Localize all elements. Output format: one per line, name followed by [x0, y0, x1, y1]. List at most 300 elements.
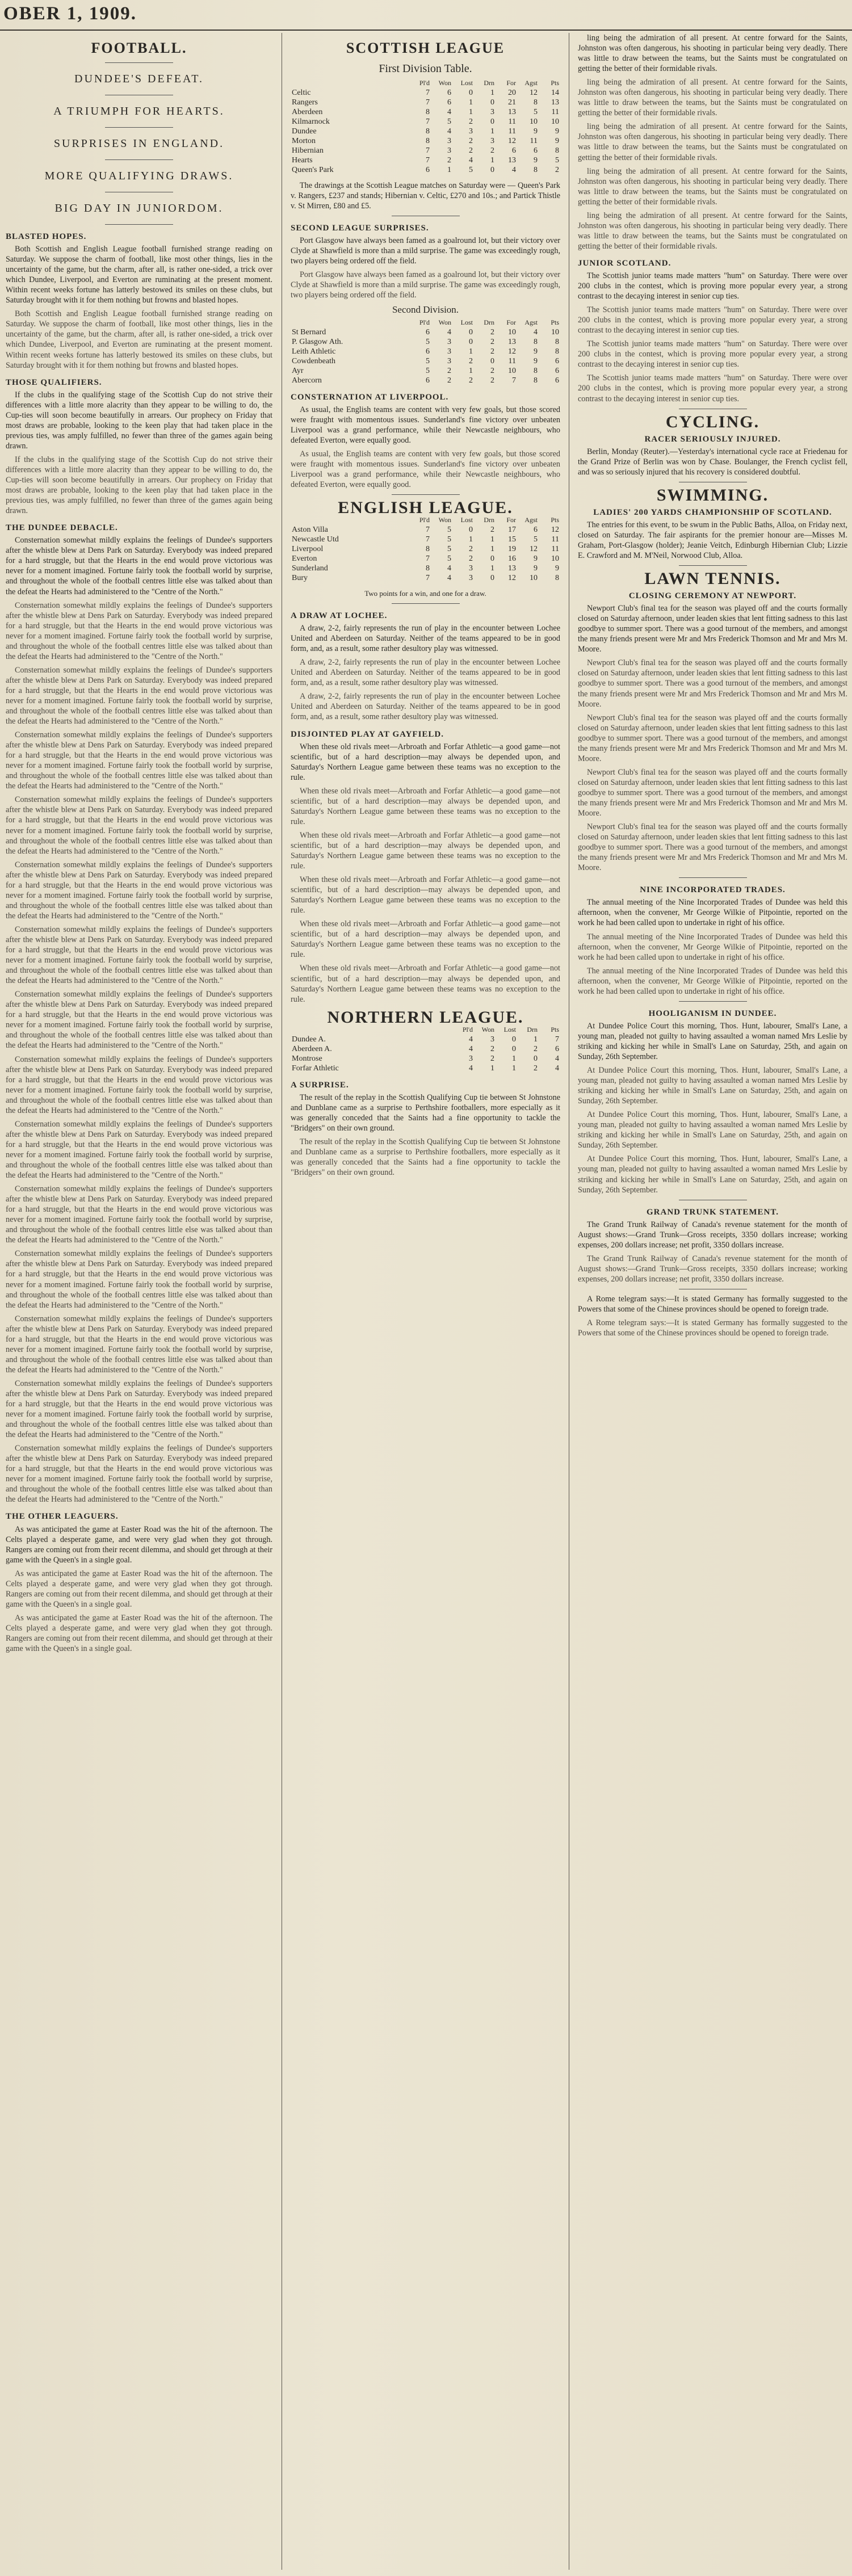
stat-cell: 12	[530, 544, 538, 553]
team-name-cell: Aberdeen	[292, 108, 323, 116]
article-paragraph-continued: ling being the admiration of all present. At centre forward for the Saints, Johnston was often dangerous, his shooting in particular being very deadly. There was little to draw between the teams, but the Saints must be congratulated on getting the better of their formidable rivals.	[578, 211, 847, 251]
team-name-cell: Rangers	[292, 98, 318, 107]
team-name-cell: Dundee	[292, 127, 317, 136]
stat-cell: 3	[490, 1035, 494, 1044]
table-header-row	[291, 515, 560, 525]
stat-cell: 4	[555, 1054, 559, 1063]
stat-cell: 12	[508, 137, 516, 145]
stat-cell: 1	[469, 108, 473, 116]
stat-cell: 7	[426, 156, 430, 165]
article-paragraph: ling being the admiration of all present. At centre forward for the Saints, Johnston was often dangerous, his shooting in particular being very deadly. There was little to draw between the teams, but the Saints must be congratulated on getting the better of their formidable rivals.	[578, 33, 847, 74]
table-row	[291, 156, 560, 165]
stat-cell: 0	[512, 1035, 516, 1044]
stat-cell: 1	[512, 1054, 516, 1063]
stat-cell: 7	[426, 535, 430, 544]
northern-league-title: NORTHERN LEAGUE.	[327, 1007, 524, 1027]
team-name-cell: Ayr	[292, 366, 304, 375]
table-row	[291, 554, 560, 564]
table-row	[291, 376, 560, 385]
table-header-cell: Drn	[484, 515, 494, 524]
stat-cell: 7	[426, 554, 430, 563]
article-paragraph: The Grand Trunk Railway of Canada's revenue statement for the month of August shows:—Grand Trunk—Gross receipts, 3350 dollars increase; working expenses, 200 dollars increase; net profit, 3350 dollars increase.	[578, 1220, 847, 1250]
stat-cell: 8	[534, 98, 538, 107]
table-header-cell: Agst	[524, 79, 538, 87]
stat-cell: 1	[490, 1064, 494, 1073]
stat-cell: 1	[490, 535, 494, 544]
stat-cell: 10	[551, 554, 559, 563]
article-paragraph-continued: At Dundee Police Court this morning, Thos. Hunt, labourer, Small's Lane, a young man, pleaded not guilty to having assaulted a woman named Mrs Leslie by striking and kicking her while in Small's Lane on Saturday, 25th, and again on Sunday, 26th September.	[578, 1110, 847, 1150]
stat-cell: 10	[530, 117, 538, 126]
table-header-cell: Won	[438, 79, 451, 87]
stat-cell: 8	[426, 137, 430, 145]
stat-cell: 9	[534, 564, 538, 573]
article-paragraph-continued: The result of the replay in the Scottish Qualifying Cup tie between St Johnstone and Dunblane came as a surprise to Perthshire footballers, more especially as it was generally conceded that the Saints had a fine opportunity to tackle the "Bridgers" on their own ground.	[291, 1137, 560, 1178]
team-name-cell: Sunderland	[292, 564, 328, 573]
stat-cell: 8	[426, 127, 430, 136]
section-title: GRAND TRUNK STATEMENT.	[647, 1207, 779, 1217]
article-paragraph-continued: ling being the admiration of all present. At centre forward for the Saints, Johnston was often dangerous, his shooting in particular being very deadly. There was little to draw between the teams, but the Saints must be congratulated on getting the better of their formidable rivals.	[578, 122, 847, 162]
table-row	[291, 88, 560, 98]
stat-cell: 9	[534, 127, 538, 136]
stat-cell: 1	[469, 366, 473, 375]
stat-cell: 3	[469, 127, 473, 136]
stat-cell: 2	[490, 327, 494, 337]
english-league-table	[291, 515, 560, 583]
article-paragraph: Berlin, Monday (Reuter).—Yesterday's international cycle race at Friedenau for the Grand Prize of Berlin was won by Chase. Boulanger, the French cyclist fell, and was so seriously injured that his recovery is considered doubtful.	[578, 447, 847, 477]
article-paragraph-continued: ling being the admiration of all present. At centre forward for the Saints, Johnston was often dangerous, his shooting in particular being very deadly. There was little to draw between the teams, but the Saints must be congratulated on getting the better of their formidable rivals.	[578, 166, 847, 207]
article-paragraph-continued: As was anticipated the game at Easter Road was the hit of the afternoon. The Celts played a desperate game, and were very glad when they got through. Rangers are coming out from their recent dilemma, and should get through at their game with the Queen's in a single goal.	[6, 1613, 272, 1654]
stat-cell: 1	[469, 347, 473, 356]
article-paragraph-continued: If the clubs in the qualifying stage of the Scottish Cup do not strive their differences with a little more alacrity than they appear to be willing to do, the Cup-ties will soon become beautifully in arrears. Our prophecy on Friday that most draws are probable, looking to the keen play that had taken place in the previous ties, was amply fulfilled, no fewer than three of the games again being drawn.	[6, 455, 272, 516]
stat-cell: 12	[508, 347, 516, 356]
stat-cell: 12	[551, 525, 559, 534]
stat-cell: 8	[555, 146, 559, 155]
team-name-cell: Celtic	[292, 89, 311, 97]
stat-cell: 1	[490, 127, 494, 136]
stat-cell: 11	[508, 356, 516, 365]
swimming-heading: SWIMMING.	[656, 485, 769, 505]
stat-cell: 1	[512, 1064, 516, 1073]
stat-cell: 0	[490, 98, 494, 107]
table-row	[291, 544, 560, 554]
stat-cell: 4	[447, 327, 451, 337]
article-paragraph-continued: Newport Club's final tea for the season was played off and the courts formally closed on Saturday afternoon, under leaden skies that lent fitting sadness to this last goodbye to summer sport. There was a good turnout of the members, and amongst the many friends present were Mr and Mrs Frederick Thomson and Mr and Mrs M. Moore.	[578, 767, 847, 818]
article-paragraph-continued: When these old rivals meet—Arbroath and Forfar Athletic—a good game—not scientific, but of a hard description—may always be depended upon, and Saturday's Northern League game between these teams was no exception to the rule.	[291, 786, 560, 826]
stat-cell: 9	[555, 564, 559, 573]
stat-cell: 3	[447, 146, 451, 155]
stat-cell: 7	[426, 573, 430, 582]
article-paragraph: When these old rivals meet—Arbroath and Forfar Athletic—a good game—not scientific, but of a hard description—may always be depended upon, and Saturday's Northern League game between these teams was no exception to the rule.	[291, 742, 560, 782]
stat-cell: 3	[447, 347, 451, 356]
stat-cell: 2	[469, 146, 473, 155]
divider	[679, 1001, 747, 1002]
stat-cell: 1	[469, 98, 473, 107]
stat-cell: 13	[508, 108, 516, 116]
section-title: RACER SERIOUSLY INJURED.	[644, 434, 781, 444]
stat-cell: 10	[551, 327, 559, 337]
article-paragraph-continued: At Dundee Police Court this morning, Thos. Hunt, labourer, Small's Lane, a young man, pleaded not guilty to having assaulted a woman named Mrs Leslie by striking and kicking her while in Small's Lane on Saturday, 25th, and again on Sunday, 26th September.	[578, 1154, 847, 1195]
masthead	[0, 0, 852, 31]
team-name-cell: Kilmarnock	[292, 117, 330, 126]
stat-cell: 6	[555, 1044, 559, 1053]
stat-cell: 8	[555, 347, 559, 356]
column-2	[291, 33, 560, 2570]
table-row	[291, 146, 560, 156]
stat-cell: 5	[534, 108, 538, 116]
football-heading: FOOTBALL.	[91, 40, 187, 56]
table-header-cell	[291, 318, 409, 327]
stat-cell: 8	[534, 366, 538, 375]
stat-cell: 13	[551, 98, 559, 107]
stat-cell: 6	[447, 98, 451, 107]
divider	[679, 565, 747, 566]
scottish-league-title: SCOTTISH LEAGUE	[346, 40, 505, 56]
stat-cell: 2	[490, 366, 494, 375]
stat-cell: 1	[490, 564, 494, 573]
table-header-cell: Lost	[460, 515, 473, 524]
article-paragraph-continued: The Scottish junior teams made matters "hum" on Saturday. There were over 200 clubs in the contest, which is proving more popular every year, a strong contrast to the decaying interest in senior cup ties.	[578, 305, 847, 335]
stat-cell: 0	[490, 573, 494, 582]
table-header-cell: Won	[438, 318, 451, 326]
article-paragraph: As usual, the English teams are content with very few goals, but those scored were fraught with momentous issues. Sunderland's fine victory over unbeaten Liverpool was a grand performance, while their Newcastle neighbours, who defeated Everton, were equally good.	[291, 405, 560, 445]
stat-cell: 21	[508, 98, 516, 107]
stat-cell: 3	[490, 108, 494, 116]
stat-cell: 5	[534, 535, 538, 544]
table-header-cell: Drn	[484, 79, 494, 87]
article-paragraph-continued: The annual meeting of the Nine Incorporated Trades of Dundee was held this afternoon, when the convener, Mr George Wilkie of Pitpointie, reported on the work he had been called upon to undertake in right of his office.	[578, 932, 847, 962]
article-paragraph-continued: Consternation somewhat mildly explains the feelings of Dundee's supporters after the whistle blew at Dens Park on Saturday. Everybody was indeed prepared for a hard struggle, but that the Hearts in the end would prove victorious was never for a moment imagined. Fortune fairly took the football world by surprise, and throughout the whole of the football centres little else was talked about than the defeat the Hearts had administered to the "Centre of the North."	[6, 730, 272, 791]
table-row	[291, 535, 560, 544]
masthead-date: OBER 1, 1909.	[3, 3, 137, 24]
team-name-cell: St Bernard	[292, 327, 326, 337]
stat-cell: 6	[447, 89, 451, 97]
stat-cell: 2	[490, 146, 494, 155]
section-title: HOOLIGANISM IN DUNDEE.	[648, 1008, 777, 1018]
stat-cell: 5	[426, 337, 430, 346]
article-paragraph-continued: The Scottish junior teams made matters "hum" on Saturday. There were over 200 clubs in the contest, which is proving more popular every year, a strong contrast to the decaying interest in senior cup ties.	[578, 339, 847, 369]
section-title: SECOND LEAGUE SURPRISES.	[291, 224, 429, 233]
second-division-table	[291, 318, 560, 385]
article-paragraph-continued: Consternation somewhat mildly explains the feelings of Dundee's supporters after the whistle blew at Dens Park on Saturday. Everybody was indeed prepared for a hard struggle, but that the Hearts in the end would prove victorious was never for a moment imagined. Fortune fairly took the football world by surprise, and throughout the whole of the football centres little else was talked about than the defeat the Hearts had administered to the "Centre of the North."	[6, 665, 272, 726]
stat-cell: 0	[512, 1044, 516, 1053]
article-paragraph: Consternation somewhat mildly explains the feelings of Dundee's supporters after the whistle blew at Dens Park on Saturday. Everybody was indeed prepared for a hard struggle, but that the Hearts in the end would prove victorious was never for a moment imagined. Fortune fairly took the football world by surprise, and throughout the whole of the football centres little else was talked about than the defeat the Hearts had administered to the "Centre of the North."	[6, 536, 272, 596]
stat-cell: 5	[447, 117, 451, 126]
table-row	[291, 1035, 560, 1044]
stat-cell: 0	[469, 89, 473, 97]
table-row	[291, 1054, 560, 1064]
stat-cell: 4	[469, 1035, 473, 1044]
stat-cell: 2	[490, 376, 494, 385]
table-header-cell: For	[506, 318, 516, 326]
stat-cell: 3	[469, 1054, 473, 1063]
article-paragraph-continued: ling being the admiration of all present. At centre forward for the Saints, Johnston was often dangerous, his shooting in particular being very deadly. There was little to draw between the teams, but the Saints must be congratulated on getting the better of their formidable rivals.	[578, 78, 847, 118]
team-name-cell: Aberdeen A.	[292, 1044, 332, 1053]
article-paragraph: The annual meeting of the Nine Incorporated Trades of Dundee was held this afternoon, when the convener, Mr George Wilkie of Pitpointie, reported on the work he had been called upon to undertake in right of his office.	[578, 898, 847, 928]
stat-cell: 0	[469, 337, 473, 346]
stat-cell: 7	[426, 525, 430, 534]
stat-cell: 2	[490, 347, 494, 356]
divider	[105, 159, 173, 160]
stat-cell: 4	[447, 108, 451, 116]
stat-cell: 2	[490, 337, 494, 346]
english-league-title: ENGLISH LEAGUE.	[338, 498, 513, 517]
stat-cell: 2	[534, 1064, 538, 1073]
table-row	[291, 347, 560, 356]
article-paragraph-continued: The annual meeting of the Nine Incorporated Trades of Dundee was held this afternoon, when the convener, Mr George Wilkie of Pitpointie, reported on the work he had been called upon to undertake in right of his office.	[578, 966, 847, 996]
table-header-cell: Won	[481, 1025, 494, 1033]
section-title: LADIES' 200 YARDS CHAMPIONSHIP OF SCOTLAND.	[593, 507, 832, 517]
table-row	[291, 573, 560, 583]
column-3	[578, 33, 847, 2570]
article-paragraph-continued: Both Scottish and English League football furnished strange reading on Saturday. We suppose the charm of football, like most other things, lies in the uncertainty of the game, but the charm, after all, is rather one-sided, a trick over which Dundee, Liverpool, and Everton are ruminating at the present moment. Within recent weeks fortune has latterly bestowed its smiles on these clubs, but Saturday brought with it for them nothing but frowns and blasted hopes.	[6, 309, 272, 370]
team-name-cell: Aston Villa	[292, 525, 328, 534]
team-name-cell: Cowdenbeath	[292, 356, 335, 365]
stat-cell: 8	[426, 544, 430, 553]
stat-cell: 7	[512, 376, 516, 385]
stat-cell: 3	[447, 337, 451, 346]
team-name-cell: P. Glasgow Ath.	[292, 337, 343, 346]
article-paragraph-continued: A draw, 2-2, fairly represents the run of play in the encounter between Lochee United and Aberdeen on Saturday. Neither of the teams appeared to be in good form, and, as a result, some rather desultory play was witnessed.	[291, 692, 560, 722]
table-header-cell: Pts	[551, 318, 559, 326]
stat-cell: 2	[555, 166, 559, 174]
section-title: BLASTED HOPES.	[6, 232, 87, 241]
stat-cell: 9	[534, 156, 538, 165]
second-division-title: Second Division.	[392, 304, 459, 316]
team-name-cell: Leith Athletic	[292, 347, 336, 356]
stat-cell: 4	[447, 573, 451, 582]
article-paragraph: The Scottish junior teams made matters "hum" on Saturday. There were over 200 clubs in the contest, which is proving more popular every year, a strong contrast to the decaying interest in senior cup ties.	[578, 271, 847, 301]
stat-cell: 20	[508, 89, 516, 97]
stat-cell: 7	[426, 98, 430, 107]
stat-cell: 0	[490, 554, 494, 563]
stat-cell: 1	[447, 166, 451, 174]
article-paragraph: A draw, 2-2, fairly represents the run of play in the encounter between Lochee United and Aberdeen on Saturday. Neither of the teams appeared to be in good form, and, as a result, some rather desultory play was witnessed.	[291, 624, 560, 654]
points-note: Two points for a win, and one for a draw.	[364, 589, 486, 598]
article-paragraph-continued: The Grand Trunk Railway of Canada's revenue statement for the month of August shows:—Grand Trunk—Gross receipts, 3350 dollars increase; working expenses, 200 dollars increase; net profit, 3350 dollars increase.	[578, 1254, 847, 1284]
table-header-cell: Agst	[524, 318, 538, 326]
stat-cell: 12	[530, 89, 538, 97]
stat-cell: 8	[534, 376, 538, 385]
team-name-cell: Newcastle Utd	[292, 535, 339, 544]
article-paragraph: As was anticipated the game at Easter Road was the hit of the afternoon. The Celts played a desperate game, and were very glad when they got through. Rangers are coming out from their recent dilemma, and should get through at their game with the Queen's in a single goal.	[6, 1524, 272, 1565]
stat-cell: 12	[508, 573, 516, 582]
stat-cell: 17	[508, 525, 516, 534]
team-name-cell: Dundee A.	[292, 1035, 326, 1044]
article-paragraph-continued: As usual, the English teams are content with very few goals, but those scored were fraught with momentous issues. Sunderland's fine victory over unbeaten Liverpool was a grand performance, while their Newcastle neighbours, who defeated Everton, were equally good.	[291, 449, 560, 489]
stat-cell: 13	[508, 337, 516, 346]
article-paragraph-continued: Consternation somewhat mildly explains the feelings of Dundee's supporters after the whistle blew at Dens Park on Saturday. Everybody was indeed prepared for a hard struggle, but that the Hearts in the end would prove victorious was never for a moment imagined. Fortune fairly took the football world by surprise, and throughout the whole of the football centres little else was talked about than the defeat the Hearts had administered to the "Centre of the North."	[6, 860, 272, 921]
table-row	[291, 525, 560, 535]
article-paragraph: Newport Club's final tea for the season was played off and the courts formally closed on Saturday afternoon, under leaden skies that lent fitting sadness to this last goodbye to summer sport. There was a good turnout of the members, and amongst the many friends present were Mr and Mrs Frederick Thomson and Mr and Mrs M. Moore.	[578, 604, 847, 654]
article-paragraph-continued: Consternation somewhat mildly explains the feelings of Dundee's supporters after the whistle blew at Dens Park on Saturday. Everybody was indeed prepared for a hard struggle, but that the Hearts in the end would prove victorious was never for a moment imagined. Fortune fairly took the football world by surprise, and throughout the whole of the football centres little else was talked about than the defeat the Hearts had administered to the "Centre of the North."	[6, 1184, 272, 1245]
stat-cell: 2	[447, 156, 451, 165]
table-header-cell: Pl'd	[462, 1025, 473, 1033]
article-paragraph-continued: Consternation somewhat mildly explains the feelings of Dundee's supporters after the whistle blew at Dens Park on Saturday. Everybody was indeed prepared for a hard struggle, but that the Hearts in the end would prove victorious was never for a moment imagined. Fortune fairly took the football world by surprise, and throughout the whole of the football centres little else was talked about than the defeat the Hearts had administered to the "Centre of the North."	[6, 1444, 272, 1505]
article-paragraph: A Rome telegram says:—It is stated Germany has formally suggested to the Powers that some of the Chinese provinces should be opened to foreign trade.	[578, 1294, 847, 1314]
stat-cell: 3	[469, 573, 473, 582]
table-header-row	[291, 78, 560, 88]
article-paragraph-continued: Consternation somewhat mildly explains the feelings of Dundee's supporters after the whistle blew at Dens Park on Saturday. Everybody was indeed prepared for a hard struggle, but that the Hearts in the end would prove victorious was never for a moment imagined. Fortune fairly took the football world by surprise, and throughout the whole of the football centres little else was talked about than the defeat the Hearts had administered to the "Centre of the North."	[6, 1314, 272, 1375]
table-header-cell: For	[506, 515, 516, 524]
article-paragraph-continued: A Rome telegram says:—It is stated Germany has formally suggested to the Powers that some of the Chinese provinces should be opened to foreign trade.	[578, 1318, 847, 1338]
table-row	[291, 327, 560, 337]
table-row	[291, 165, 560, 175]
stat-cell: 1	[490, 89, 494, 97]
section-title: CONSTERNATION AT LIVERPOOL.	[291, 392, 449, 402]
article-paragraph-continued: A draw, 2-2, fairly represents the run of play in the encounter between Lochee United and Aberdeen on Saturday. Neither of the teams appeared to be in good form, and, as a result, some rather desultory play was witnessed.	[291, 658, 560, 688]
stat-cell: 11	[551, 535, 559, 544]
stat-cell: 0	[490, 117, 494, 126]
stat-cell: 6	[426, 347, 430, 356]
article-paragraph-continued: The Scottish junior teams made matters "hum" on Saturday. There were over 200 clubs in the contest, which is proving more popular every year, a strong contrast to the decaying interest in senior cup ties.	[578, 373, 847, 404]
article-paragraph-continued: Consternation somewhat mildly explains the feelings of Dundee's supporters after the whistle blew at Dens Park on Saturday. Everybody was indeed prepared for a hard struggle, but that the Hearts in the end would prove victorious was never for a moment imagined. Fortune fairly took the football world by surprise, and throughout the whole of the football centres little else was talked about than the defeat the Hearts had administered to the "Centre of the North."	[6, 795, 272, 856]
stat-cell: 7	[426, 117, 430, 126]
table-header-cell	[291, 78, 409, 88]
stat-cell: 10	[508, 327, 516, 337]
stat-cell: 5	[447, 554, 451, 563]
stat-cell: 19	[508, 544, 516, 553]
section-title: THOSE QUALIFIERS.	[6, 377, 102, 387]
stat-cell: 1	[469, 535, 473, 544]
stat-cell: 2	[469, 137, 473, 145]
stat-cell: 3	[469, 564, 473, 573]
stat-cell: 1	[490, 156, 494, 165]
table-header-cell: Won	[438, 515, 451, 524]
stat-cell: 6	[534, 525, 538, 534]
article-paragraph-continued: Consternation somewhat mildly explains the feelings of Dundee's supporters after the whistle blew at Dens Park on Saturday. Everybody was indeed prepared for a hard struggle, but that the Hearts in the end would prove victorious was never for a moment imagined. Fortune fairly took the football world by surprise, and throughout the whole of the football centres little else was talked about than the defeat the Hearts had administered to the "Centre of the North."	[6, 1249, 272, 1310]
article-paragraph-continued: Consternation somewhat mildly explains the feelings of Dundee's supporters after the whistle blew at Dens Park on Saturday. Everybody was indeed prepared for a hard struggle, but that the Hearts in the end would prove victorious was never for a moment imagined. Fortune fairly took the football world by surprise, and throughout the whole of the football centres little else was talked about than the defeat the Hearts had administered to the "Centre of the North."	[6, 1379, 272, 1440]
article-paragraph-continued: At Dundee Police Court this morning, Thos. Hunt, labourer, Small's Lane, a young man, pleaded not guilty to having assaulted a woman named Mrs Leslie by striking and kicking her while in Small's Lane on Saturday, 25th, and again on Sunday, 26th September.	[578, 1066, 847, 1106]
table-header-cell: Agst	[524, 515, 538, 524]
article-paragraph-continued: Newport Club's final tea for the season was played off and the courts formally closed on Saturday afternoon, under leaden skies that lent fitting sadness to this last goodbye to summer sport. There was a good turnout of the members, and amongst the many friends present were Mr and Mrs Frederick Thomson and Mr and Mrs M. Moore.	[578, 713, 847, 763]
stat-cell: 7	[426, 146, 430, 155]
stat-cell: 11	[551, 108, 559, 116]
stat-cell: 3	[447, 356, 451, 365]
stat-cell: 0	[490, 356, 494, 365]
divider	[392, 494, 460, 495]
stat-cell: 0	[469, 525, 473, 534]
stat-cell: 8	[534, 337, 538, 346]
column-1	[6, 33, 272, 2570]
subheading-hearts: A TRIUMPH FOR HEARTS.	[53, 105, 225, 117]
table-header-cell: Lost	[503, 1025, 516, 1033]
article-paragraph-continued: Consternation somewhat mildly explains the feelings of Dundee's supporters after the whistle blew at Dens Park on Saturday. Everybody was indeed prepared for a hard struggle, but that the Hearts in the end would prove victorious was never for a moment imagined. Fortune fairly took the football world by surprise, and throughout the whole of the football centres little else was talked about than the defeat the Hearts had administered to the "Centre of the North."	[6, 1054, 272, 1115]
lawn-tennis-heading: LAWN TENNIS.	[644, 569, 781, 589]
divider	[105, 127, 173, 128]
stat-cell: 6	[534, 146, 538, 155]
table-row	[291, 337, 560, 347]
article-paragraph-continued: When these old rivals meet—Arbroath and Forfar Athletic—a good game—not scientific, but of a hard description—may always be depended upon, and Saturday's Northern League game between these teams was no exception to the rule.	[291, 875, 560, 915]
section-title: CLOSING CEREMONY AT NEWPORT.	[628, 591, 797, 601]
stat-cell: 7	[555, 1035, 559, 1044]
table-header-cell: Drn	[484, 318, 494, 326]
stat-cell: 6	[555, 356, 559, 365]
stat-cell: 2	[534, 1044, 538, 1053]
divider	[105, 62, 173, 63]
stat-cell: 6	[555, 376, 559, 385]
article-paragraph-continued: Consternation somewhat mildly explains the feelings of Dundee's supporters after the whistle blew at Dens Park on Saturday. Everybody was indeed prepared for a hard struggle, but that the Hearts in the end would prove victorious was never for a moment imagined. Fortune fairly took the football world by surprise, and throughout the whole of the football centres little else was talked about than the defeat the Hearts had administered to the "Centre of the North."	[6, 600, 272, 661]
team-name-cell: Liverpool	[292, 544, 324, 553]
article-paragraph: The drawings at the Scottish League matches on Saturday were — Queen's Park v. Rangers, £237 and stands; Hibernian v. Celtic, £270 and 10s.; and Partick Thistle v. St Mirren, £80 and £5.	[291, 181, 560, 211]
stat-cell: 15	[508, 535, 516, 544]
stat-cell: 5	[447, 525, 451, 534]
stat-cell: 5	[426, 356, 430, 365]
stat-cell: 4	[555, 1064, 559, 1073]
stat-cell: 5	[469, 166, 473, 174]
table-header-cell: Pts	[551, 79, 559, 87]
article-paragraph: Both Scottish and English League football furnished strange reading on Saturday. We suppose the charm of football, like most other things, lies in the uncertainty of the game, but the charm, after all, is rather one-sided, a trick over which Dundee, Liverpool, and Everton are ruminating at the present moment. Within recent weeks fortune has latterly bestowed its smiles on these clubs, but Saturday brought with it for them nothing but frowns and blasted hopes.	[6, 245, 272, 305]
stat-cell: 1	[534, 1035, 538, 1044]
article-paragraph-continued: As was anticipated the game at Easter Road was the hit of the afternoon. The Celts played a desperate game, and were very glad when they got through. Rangers are coming out from their recent dilemma, and should get through at their game with the Queen's in a single goal.	[6, 1569, 272, 1609]
table-header-cell: Drn	[527, 1025, 538, 1033]
cycling-heading: CYCLING.	[665, 412, 760, 431]
stat-cell: 5	[426, 366, 430, 375]
table-row	[291, 136, 560, 146]
stat-cell: 6	[512, 146, 516, 155]
table-header-cell: Pts	[551, 1025, 559, 1033]
stat-cell: 5	[555, 156, 559, 165]
stat-cell: 2	[447, 376, 451, 385]
section-title: THE OTHER LEAGUERS.	[6, 1512, 119, 1522]
stat-cell: 6	[426, 327, 430, 337]
stat-cell: 2	[490, 1054, 494, 1063]
team-name-cell: Bury	[292, 573, 308, 582]
stat-cell: 11	[551, 544, 559, 553]
stat-cell: 2	[469, 376, 473, 385]
table-row	[291, 564, 560, 573]
article-paragraph: The entries for this event, to be swum in the Public Baths, Alloa, on Friday next, closed on Saturday. The fair aspirants for the premier honour are—Misses M. Graham, Port-Glasgow (holder); Jeanie Veitch, Edinburgh Hibernian Club; Lizzie E. Crawford and M. M'Neil, Norwood Club, Alloa.	[578, 520, 847, 561]
stat-cell: 3	[447, 137, 451, 145]
table-header-row	[291, 318, 560, 327]
table-row	[291, 127, 560, 136]
stat-cell: 4	[447, 564, 451, 573]
stat-cell: 6	[426, 376, 430, 385]
stat-cell: 0	[534, 1054, 538, 1063]
table-header-cell: Lost	[460, 318, 473, 326]
table-header-cell: Pts	[551, 515, 559, 524]
article-paragraph: The result of the replay in the Scottish Qualifying Cup tie between St Johnstone and Dunblane came as a surprise to Perthshire footballers, more especially as it was generally conceded that the Saints had a fine opportunity to tackle the "Bridgers" on their own ground.	[291, 1092, 560, 1133]
northern-league-table	[291, 1025, 560, 1073]
table-row	[291, 107, 560, 117]
article-paragraph: At Dundee Police Court this morning, Thos. Hunt, labourer, Small's Lane, a young man, pleaded not guilty to having assaulted a woman named Mrs Leslie by striking and kicking her while in Small's Lane on Saturday, 25th, and again on Sunday, 26th September.	[578, 1021, 847, 1061]
table-header-cell: Pl'd	[419, 79, 430, 87]
table-header-cell: Pl'd	[419, 515, 430, 524]
stat-cell: 8	[555, 573, 559, 582]
stat-cell: 5	[447, 535, 451, 544]
stat-cell: 0	[490, 166, 494, 174]
section-title: THE DUNDEE DEBACLE.	[6, 523, 118, 533]
first-division-table	[291, 78, 560, 175]
table-header-cell: For	[506, 79, 516, 87]
stat-cell: 2	[469, 356, 473, 365]
team-name-cell: Queen's Park	[292, 166, 334, 174]
stat-cell: 10	[508, 366, 516, 375]
table-header-cell: Pl'd	[419, 318, 430, 326]
stat-cell: 8	[426, 108, 430, 116]
article-paragraph-continued: When these old rivals meet—Arbroath and Forfar Athletic—a good game—not scientific, but of a hard description—may always be depended upon, and Saturday's Northern League game between these teams was no exception to the rule.	[291, 919, 560, 960]
stat-cell: 2	[490, 1044, 494, 1053]
stat-cell: 14	[551, 89, 559, 97]
article-paragraph-continued: Consternation somewhat mildly explains the feelings of Dundee's supporters after the whistle blew at Dens Park on Saturday. Everybody was indeed prepared for a hard struggle, but that the Hearts in the end would prove victorious was never for a moment imagined. Fortune fairly took the football world by surprise, and throughout the whole of the football centres little else was talked about than the defeat the Hearts had administered to the "Centre of the North."	[6, 1119, 272, 1180]
team-name-cell: Hibernian	[292, 146, 324, 155]
article-paragraph: If the clubs in the qualifying stage of the Scottish Cup do not strive their differences with a little more alacrity than they appear to be willing to do, the Cup-ties will soon become beautifully in arrears. Our prophecy on Friday that most draws are probable, looking to the keen play that had taken place in the previous ties, was amply fulfilled, no fewer than three of the games again being drawn.	[6, 390, 272, 451]
stat-cell: 8	[555, 337, 559, 346]
section-title: DISJOINTED PLAY AT GAYFIELD.	[291, 729, 444, 739]
team-name-cell: Hearts	[292, 156, 313, 165]
stat-cell: 2	[469, 544, 473, 553]
subheading-england: SURPRISES IN ENGLAND.	[53, 137, 225, 150]
stat-cell: 7	[426, 89, 430, 97]
